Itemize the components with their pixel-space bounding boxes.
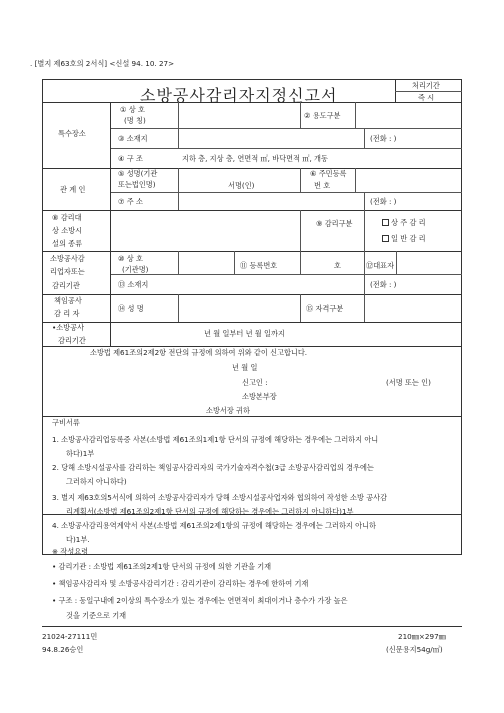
facility-label-3: 설의 종류 <box>52 239 83 248</box>
facility-type-field[interactable] <box>112 212 298 250</box>
facility-label-1: ⑧ 감리대 <box>52 213 82 222</box>
checkbox-icon <box>382 219 389 226</box>
option-resident-supervision[interactable] <box>382 219 426 226</box>
supervisor-label-2: 감 리 자 <box>54 309 80 318</box>
person-regno-field[interactable] <box>357 170 461 191</box>
period-label-1: •소방공사 <box>52 323 85 332</box>
contractor-label-1: 소방공사감 <box>50 254 85 263</box>
contractor-address-field[interactable] <box>180 276 362 293</box>
notes-title: ※ 작성요령 <box>52 547 89 556</box>
period-text: 년 월 일부터 년 월 일까지 <box>204 329 285 338</box>
period-label-2: 감리기간 <box>58 336 86 345</box>
registration-ho-label: 호 <box>334 261 341 270</box>
site-structure-label: ④ 구 조 <box>118 154 143 163</box>
approval-date: 94.8.26승인 <box>42 645 84 654</box>
paper-type: (신문용지54g/㎡) <box>386 645 443 654</box>
note-3-cont: 것을 기준으로 기재 <box>66 611 127 620</box>
person-phone-label: (전화 : ) <box>370 197 397 206</box>
contractor-phone-label: (전화 : ) <box>370 280 397 289</box>
site-name-field[interactable] <box>180 104 298 126</box>
representative-field[interactable] <box>398 253 461 273</box>
contractor-name-field[interactable] <box>180 253 232 273</box>
site-phone-label: (전화 : ) <box>370 134 397 143</box>
reporter-sign: (서명 또는 인) <box>386 378 431 387</box>
contractor-name-sublabel: (기관명) <box>122 265 149 274</box>
checkbox-icon <box>382 235 389 242</box>
doc-item-1: 1. 소방공사감리업등록증 사본(소방법 제61조의1제1항 단서의 규정에 해당하는 경우에는 그러하지 아니 <box>52 435 379 444</box>
person-name-label: ⑤ 성명(기관 <box>118 169 158 178</box>
facility-label-2: 상 소방시 <box>52 226 83 235</box>
doc-item-2: 2. 당해 소방시설공사를 감리하는 책임공사감리자의 국가기술자격수첩(3급 소방공사감리업의 경우에는 <box>52 463 374 472</box>
supervisor-label-1: 책임공사 <box>54 296 82 305</box>
declaration-statement: 소방법 제61조의2제2항 전단의 규정에 의하여 위와 같이 신고합니다. <box>90 348 308 357</box>
reporter-field[interactable] <box>290 376 360 388</box>
site-address-field[interactable] <box>180 130 362 147</box>
supervisor-cert-field[interactable] <box>366 296 461 320</box>
person-regno-sublabel: 번 호 <box>314 181 331 190</box>
contractor-label-2: 리업자또는 <box>50 267 85 276</box>
supervisor-name-label: ⑭ 성 명 <box>118 304 144 313</box>
processing-period-value: 즉 시 <box>418 93 435 102</box>
person-address-label: ⑦ 주 소 <box>118 197 143 206</box>
note-2: • 책임공사감리자 및 소방공사감리기간 : 감리기관이 감리하는 경우에 한하여 기재 <box>52 579 309 588</box>
site-structure-line: 지하 층, 지상 층, 연면적 ㎡, 바닥면적 ㎡, 개동 <box>182 154 328 163</box>
form-code: 21024-27111민 <box>42 632 98 641</box>
person-name-sublabel: 또는법인명) <box>118 180 156 189</box>
option-general-supervision[interactable] <box>382 235 426 242</box>
form-title: 소방공사감리자지정신고서 <box>140 86 338 105</box>
person-regno-label: ⑥ 주민등록 <box>310 169 347 178</box>
note-1: • 감리기관 : 소방법 제61조의2제1항 단서의 규정에 의한 기관을 기재 <box>52 562 272 571</box>
office-label: 소방본부장 <box>242 392 277 401</box>
registration-number-label: ⑪ 등록번호 <box>240 261 278 270</box>
declaration-date: 년 월 일 <box>232 363 258 372</box>
site-name-label: ① 상 호 <box>120 105 145 114</box>
supervisor-cert-label: ⑮ 자격구분 <box>306 304 344 313</box>
site-section-label: 특수장소 <box>58 129 86 138</box>
recipient-label: 소방서장 귀하 <box>206 406 250 415</box>
doc-item-4-cont: 다)1부. <box>66 535 90 544</box>
contractor-label-3: 감리기관 <box>52 281 80 290</box>
doc-item-2-cont: 그러하지 아니하다) <box>66 477 127 486</box>
doc-item-3: 3. 별지 제63호의5서식에 의하여 소방공사감리자가 당해 소방시설공사업자와 협의하여 작성한 소방 공사감 <box>52 493 388 502</box>
form-reference: . [별지 제63호의 2서식] <신설 94. 10. 27> <box>30 59 175 68</box>
site-address-label: ③ 소재지 <box>118 134 148 143</box>
person-sign-label: 서명(인) <box>228 181 255 190</box>
reporter-label: 신고인 : <box>242 378 268 387</box>
supervision-type-label: ⑨ 감리구분 <box>316 219 353 228</box>
contractor-name-label: ⑩ 상 호 <box>118 254 143 263</box>
processing-period-label: 처리기간 <box>412 81 440 90</box>
doc-item-3-cont: 리계획서(소방법 제61조의2제1항 단서의 규정에 해당하는 경우에는 그러하지 아니하다)1부 <box>66 507 354 516</box>
doc-item-4: 4. 소방공사감리용역계약서 사본(소방법 제61조의2제1항의 규정에 해당하는 경우에는 그러하지 아니하 <box>52 521 376 530</box>
site-use-label: ② 용도구분 <box>304 111 341 120</box>
representative-label: ⑫대표자 <box>366 261 395 270</box>
supervisor-name-field[interactable] <box>180 296 298 320</box>
paper-size: 210㎜×297㎜ <box>398 632 446 641</box>
option-resident-label: 상 주 감 리 <box>391 218 426 227</box>
person-section-label: 관 계 인 <box>60 185 86 194</box>
contractor-address-label: ⑬ 소재지 <box>118 280 149 289</box>
person-address-field[interactable] <box>180 194 362 209</box>
note-3: • 구조 : 동일구내에 2이상의 특수장소가 있는 경우에는 연면적이 최대이거나 층수가 가장 높은 <box>52 596 348 605</box>
option-general-label: 일 반 감 리 <box>391 234 426 243</box>
site-name-sublabel: (명 칭) <box>124 116 146 125</box>
documents-title: 구비서류 <box>52 418 80 427</box>
doc-item-1-cont: 하다)1부 <box>66 449 95 458</box>
site-use-field[interactable] <box>357 104 461 126</box>
